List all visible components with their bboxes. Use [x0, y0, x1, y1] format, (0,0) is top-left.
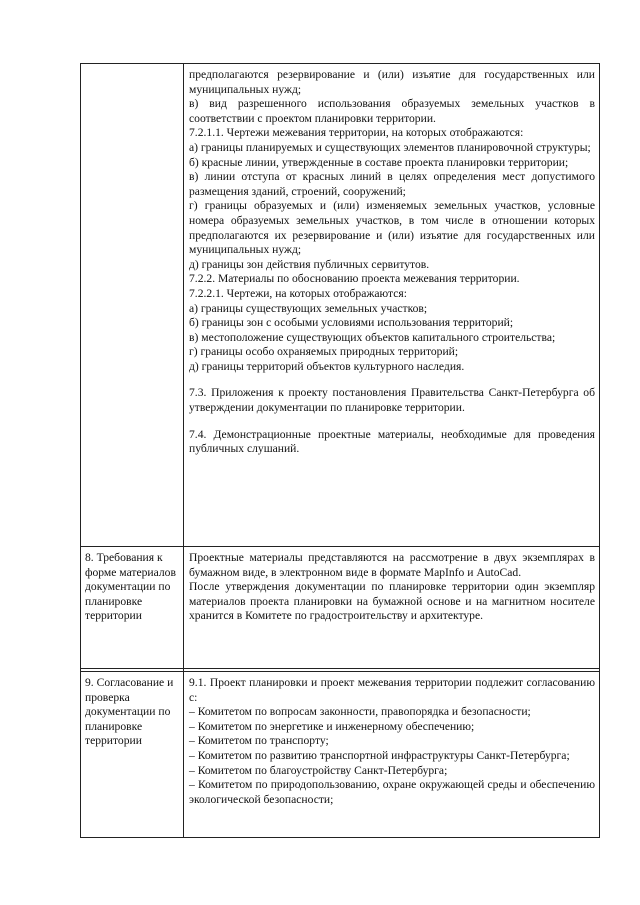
paragraph: б) границы зон с особыми условиями использования территорий; [189, 316, 514, 330]
list-item: – Комитетом по развитию транспортной инфраструктуры Санкт-Петербурга; [189, 748, 570, 762]
paragraph: д) границы территорий объектов культурного наследия. [189, 359, 465, 373]
paragraph: 7.2.2. Материалы по обоснованию проекта межевания территории. [189, 272, 520, 286]
paragraph: а) границы существующих земельных участков; [189, 301, 428, 315]
paragraph: д) границы зон действия публичных сервитутов. [189, 257, 430, 271]
column-divider [183, 64, 184, 837]
paragraph: г) границы образуемых и (или) изменяемых земельных участков, условные номера образуемых земельных участков, в том числе в отношении которых предполагаются их резервирование и (или) изъятие для государственных или муниципальных нужд; [189, 199, 595, 257]
list-item: – Комитетом по благоустройству Санкт-Петербурга; [189, 763, 448, 777]
paragraph: После утверждения документации по планировке территории один экземпляр материалов проекта планировки на бумажной основе и на магнитном носителе хранится в Комитете по градостроительству и архитектуре. [189, 580, 595, 623]
item-7-4: 7.4. Демонстрационные проектные материалы, необходимые для проведения публичных слушаний. [189, 427, 595, 456]
paragraph: а) границы планируемых и существующих элементов планировочной структуры; [189, 140, 591, 154]
paragraph: Проектные материалы представляются на рассмотрение в двух экземплярах в бумажном виде, в электронном виде в формате MapInfo и AutoCad. [189, 551, 595, 579]
list-item: – Комитетом по энергетике и инженерному обеспечению; [189, 719, 475, 733]
paragraph: предполагаются резервирование и (или) изъятие для государственных или муниципальных нужд; [189, 68, 595, 96]
row-divider-1 [81, 546, 599, 547]
row3-label: 9. Согласование и проверка документации по планировке территории [85, 676, 174, 748]
list-item: – Комитетом по вопросам законности, правопорядка и безопасности; [189, 705, 531, 719]
paragraph: в) вид разрешенного использования образуемых земельных участков в соответствии с проектом планировки территории. [189, 97, 595, 125]
row2-label: 8. Требования к форме материалов документации по планировке территории [85, 551, 176, 623]
item-7-3: 7.3. Приложения к проекту постановления Правительства Санкт-Петербурга об утверждении документации по планировке территории. [189, 386, 595, 415]
paragraph: 7.2.2.1. Чертежи, на которых отображаются: [189, 286, 407, 300]
row-divider-2 [81, 668, 599, 669]
row2-content [189, 551, 595, 624]
requirements-table [80, 63, 600, 838]
list-item: – Комитетом по транспорту; [189, 734, 329, 748]
row-divider-2b [81, 671, 599, 672]
paragraph: б) красные линии, утвержденные в составе проекта планировки территории; [189, 155, 569, 169]
paragraph: г) границы особо охраняемых природных территорий; [189, 345, 459, 359]
row3-content [189, 676, 595, 807]
paragraph: 9.1. Проект планировки и проект межевания территории подлежит согласованию с: [189, 676, 595, 704]
paragraph: в) линии отступа от красных линий в целях определения мест допустимого размещения зданий, строений, сооружений; [189, 170, 595, 198]
paragraph: в) местоположение существующих объектов капитального строительства; [189, 330, 556, 344]
paragraph: 7.2.1.1. Чертежи межевания территории, на которых отображаются: [189, 126, 524, 140]
row1-content [189, 68, 595, 457]
list-item: – Комитетом по природопользованию, охране окружающей среды и обеспечению экологической безопасности; [189, 778, 595, 806]
